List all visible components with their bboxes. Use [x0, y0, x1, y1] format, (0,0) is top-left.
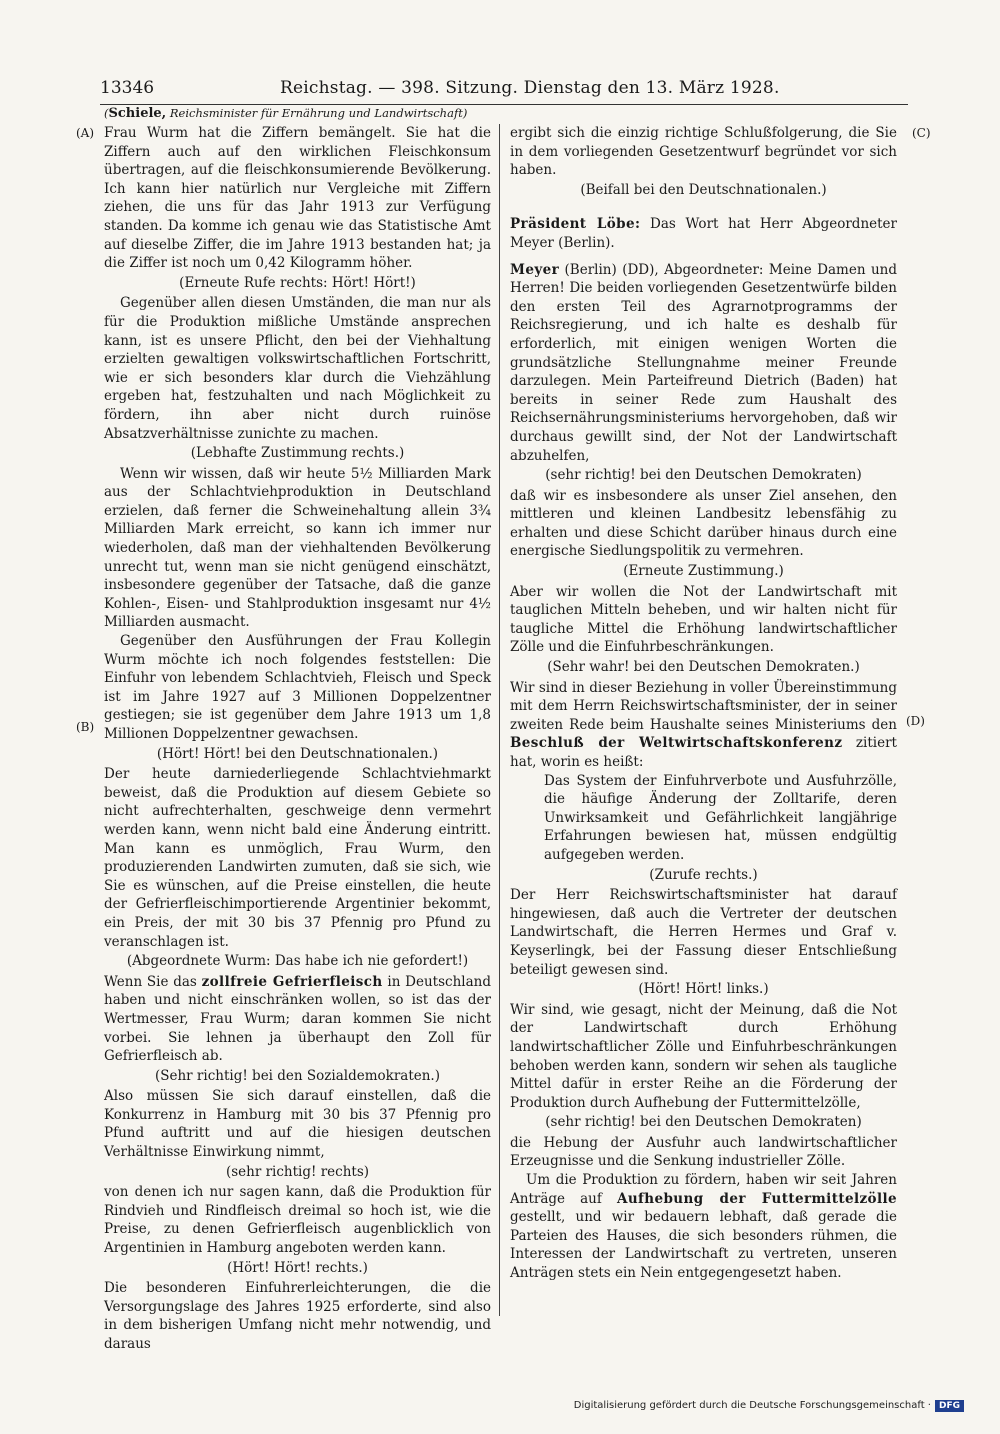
margin-marker-b: (B) — [76, 720, 95, 734]
paragraph: Wir sind, wie gesagt, nicht der Meinung, daß die Not der Landwirtschaft durch Erhöhung landwirtschaftlicher Zölle und Einfuhrbeschränkungen behoben werden kann, sondern wir sehen als taugliche Mittel dafür in erster Reihe an die Förderung der Produktion durch Aufhebung der Futtermittelzölle, — [510, 1001, 897, 1111]
interjection: (Sehr richtig! bei den Sozialdemokraten.) — [154, 1067, 440, 1084]
column-divider — [499, 124, 500, 1316]
margin-marker-d: (D) — [906, 714, 925, 728]
paragraph: Aber wir wollen die Not der Landwirtschaft mit tauglichen Mitteln beheben, und wir halten nicht für taugliche Mittel die Erhöhung landwirtschaftlicher Zölle und die Einfuhrbeschränkungen. — [510, 583, 897, 656]
speaker-name: Schiele, — [108, 106, 167, 121]
interjection: (Lebhafte Zustimmung rechts.) — [190, 445, 405, 462]
interjection: (Abgeordnete Wurm: Das habe ich nie gefordert!) — [126, 953, 469, 970]
page-number: 13346 — [100, 78, 155, 98]
paragraph-text: in Deutschland haben und nicht einschränken wollen, so ist das der Wertmesser, Frau Wurm; daran kommen Sie nicht vorbei. Sie lehnen ja überhaupt den Zoll für Gefrierfleisch ab. — [104, 973, 491, 1065]
paragraph: Gegenüber allen diesen Umständen, die man nur als für die Produktion mißliche Umstände ansprechen kann, ist es unsere Pflicht, den bei der Viehhaltung erzielten gewaltigen volkswirtschaftlichen Fortschritt, wie er sich besonders klar durch die Viehzählung ergeben hat, festzuhalten und nach Möglichkeit zu fördern, ihn aber nicht durch ruinöse Absatzverhältnisse zunichte zu machen. — [104, 295, 491, 442]
paragraph: Also müssen Sie sich darauf einstellen, daß die Konkurrenz in Hamburg mit 30 bis 37 Pfennig pro Pfund auftritt und auf die hiesigen deutschen Verhältnisse Einwirkung nimmt, — [104, 1088, 491, 1161]
interjection: (sehr richtig! bei den Deutschen Demokraten) — [545, 1114, 862, 1131]
emphasis-text: Beschluß der Weltwirtschaftskonferenz — [510, 735, 843, 752]
margin-marker-c: (C) — [912, 126, 931, 140]
interjection: (sehr richtig! rechts) — [225, 1163, 370, 1180]
speaker-paragraph — [510, 261, 897, 466]
paragraph — [510, 1171, 897, 1283]
page-title: Reichstag. — 398. Sitzung. Dienstag den 13. März 1928. — [280, 78, 780, 98]
paragraph: Der heute darniederliegende Schlachtviehmarkt beweist, daß die Produktion auf diesem Gebiete so nicht aufrechterhalten, geschweige denn vermehrt werden kann, wenn nicht bald eine Änderung eintritt. Man kann es unmöglich, Frau Wurm, den produzierenden Landwirten zumuten, daß sie sich, wie Sie es wünschen, auf die Preise einstellen, die heute der Gefrierfleischimportierende Argentinier bekommt, ein Preis, der mit 30 bis 37 Pfennig pro Pfund zu veranschlagen ist. — [104, 766, 491, 950]
interjection: (Erneute Zustimmung.) — [623, 563, 784, 580]
right-column — [510, 124, 897, 1283]
paragraph-text: gestellt, und wir bedauern lebhaft, daß gerade die Parteien des Hauses, die sich besonders rühmen, die Interessen der Landwirtschaft zu vertreten, unseren Anträgen stets ein Nein entgegengesetzt haben. — [510, 1209, 897, 1282]
speaker-role: Reichsminister für Ernährung und Landwirtschaft) — [169, 106, 468, 120]
interjection: (Hört! Hört! bei den Deutschnationalen.) — [156, 745, 439, 762]
speaker-continuation — [104, 106, 467, 121]
paragraph: ergibt sich die einzig richtige Schlußfolgerung, die Sie in dem vorliegenden Gesetzentwurf begründet vor sich haben. — [510, 125, 897, 179]
paragraph: Der Herr Reichswirtschaftsminister hat darauf hingewiesen, daß auch die Vertreter der deutschen Landwirtschaft, die Herren Hermes und Graf v. Keyserlingk, bei der Fassung dieser Entschließung beteiligt gewesen sind. — [510, 887, 897, 978]
paragraph-text: Wir sind in dieser Beziehung in voller Übereinstimmung mit dem Herrn Reichswirtschaftsminister, der in seiner zweiten Rede beim Haushalte seines Ministeriums den — [510, 679, 897, 733]
interjection: (Zurufe rechts.) — [649, 866, 758, 883]
paragraph: Frau Wurm hat die Ziffern bemängelt. Sie hat die Ziffern auch auf den wirklichen Fleischkonsum übertragen, auf die fleischkonsumierende Bevölkerung. Ich kann hier natürlich nur Vergleiche mit Ziffern ziehen, die uns für das Jahr 1913 zur Verfügung standen. Da komme ich genau wie das Statistische Amt auf dieselbe Ziffer, die im Jahre 1913 bestanden hat; ja die Ziffer ist noch um 0,42 Kilogramm höher. — [104, 125, 491, 272]
paragraph — [104, 973, 491, 1066]
left-column — [104, 124, 491, 1354]
footer — [574, 1400, 964, 1412]
emphasis-text: Meyer — [510, 261, 560, 278]
open-paren: ( — [104, 106, 109, 120]
margin-marker-a: (A) — [76, 126, 95, 140]
emphasis-text: Aufhebung der Futtermittelzölle — [616, 1190, 898, 1207]
emphasis-text: Präsident Löbe: — [510, 216, 641, 233]
page-header — [100, 78, 908, 105]
dfg-logo: DFG — [935, 1400, 964, 1412]
paragraph-text: Wenn Sie das — [104, 973, 202, 990]
footer-credit: Digitalisierung gefördert durch die Deutsche Forschungsgemeinschaft · — [573, 1400, 931, 1411]
quotation: Das System der Einfuhrverbote und Ausfuhrzölle, die häufige Änderung der Zolltarife, deren Unwirksamkeit und Gefährlichkeit langjährige Erfahrungen bewiesen hat, müssen endgültig aufgegeben werden. — [544, 772, 897, 863]
paragraph: Wenn wir wissen, daß wir heute 5½ Milliarden Mark aus der Schlachtviehproduktion in Deutschland erzielen, daß ferner die Schweinehaltung allein 3¾ Milliarden Mark erreicht, so kann ich immer nur wiederholen, daß man der viehhaltenden Bevölkerung unrecht tut, wenn man sie nicht genügend einschätzt, insbesondere gegenüber der Tatsache, daß die ganze Kohlen-, Eisen- und Stahlproduktion insgesamt nur 4½ Milliarden ausmacht. — [104, 465, 491, 631]
paragraph — [510, 679, 897, 772]
interjection: (Sehr wahr! bei den Deutschen Demokraten.) — [547, 659, 860, 676]
interjection: (Erneute Rufe rechts: Hört! Hört!) — [179, 274, 416, 291]
emphasis-text: zollfreie Gefrierfleisch — [201, 973, 383, 990]
interjection: (Beifall bei den Deutschnationalen.) — [580, 181, 827, 198]
speaker-paragraph — [510, 215, 897, 252]
paragraph-text: zitiert hat, worin es heißt: — [510, 735, 897, 770]
paragraph: die Hebung der Ausfuhr auch landwirtschaftlicher Erzeugnisse und die Senkung industrieller Zölle. — [510, 1134, 897, 1170]
interjection: (sehr richtig! bei den Deutschen Demokraten) — [545, 467, 862, 484]
paragraph: Gegenüber den Ausführungen der Frau Kollegin Wurm möchte ich noch folgendes feststellen: Die Einfuhr von lebendem Schlachtvieh, Fleisch und Speck ist im Jahre 1927 auf 3 Millionen Doppelzentner gestiegen; sie ist gegenüber dem Jahre 1913 um 1,8 Millionen Doppelzentner gewachsen. — [104, 633, 491, 742]
paragraph-text: Das Wort hat Herr Abgeordneter Meyer (Berlin). — [510, 216, 898, 251]
interjection: (Hört! Hört! rechts.) — [227, 1259, 368, 1276]
paragraph-text: (Berlin) (DD), Abgeordneter: Meine Damen und Herren! Die beiden vorliegenden Gesetzentwürfe bilden den ersten Teil des Agrarnotprogramms der Reichsregierung, und ich halte es deshalb für erforderlich, mit einigen wenigen Worten die grundsätzliche Stellungnahme meiner Freunde darzulegen. Mein Parteifreund Dietrich (Baden) hat bereits in seiner Rede zum Haushalt des Reichsernährungsministeriums hervorgehoben, daß wir durchaus gewillt sind, der Not der Landwirtschaft abzuhelfen, — [510, 261, 897, 464]
paragraph: Die besonderen Einfuhrerleichterungen, die die Versorgungslage des Jahres 1925 erforderte, sind also in dem bisherigen Umfang nicht mehr notwendig, und daraus — [104, 1280, 491, 1352]
paragraph-text: Um die Produktion zu fördern, haben wir seit Jahren Anträge auf — [510, 1172, 897, 1207]
interjection: (Hört! Hört! links.) — [638, 981, 769, 998]
paragraph: daß wir es insbesondere als unser Ziel ansehen, den mittleren und kleinen Landbesitz lebensfähig zu erhalten und diese Schicht darüber hinaus durch eine energische Siedlungspolitik zu vermehren. — [510, 487, 897, 560]
paragraph: von denen ich nur sagen kann, daß die Produktion für Rindvieh und Rindfleisch dreimal so hoch ist, wie die Preise, zu denen Gefrierfleisch augenblicklich von Argentinien in Hamburg angeboten werden kann. — [104, 1184, 491, 1257]
